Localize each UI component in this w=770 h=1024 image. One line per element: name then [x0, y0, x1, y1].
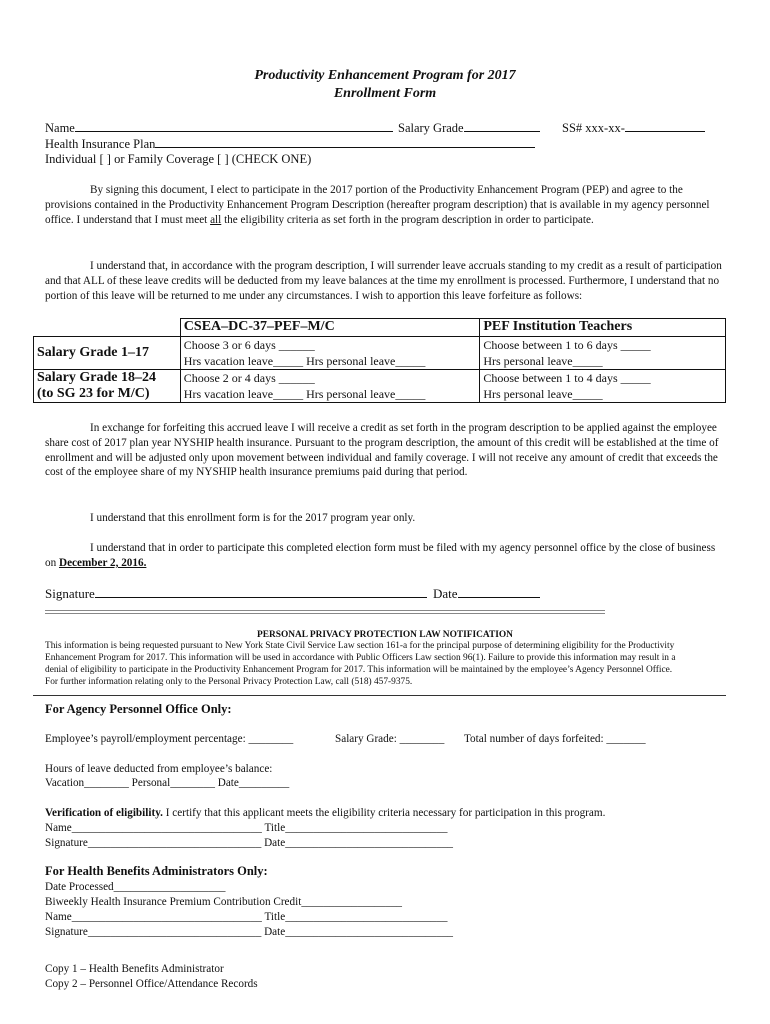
- privacy-line-2: Enhancement Program for 2017. This information will be used in accordance with Public Officers Law section 96(1). Failure to provide this information may result in a: [45, 653, 676, 663]
- double-divider: [45, 610, 605, 614]
- paragraph-surrender: I understand that, in accordance with the program description, I will surrender leave accruals standing to my credit as a result of participation and that ALL of these leave credits will be deducted from my leave balances at the time my enrollment is processed. Furthermore, I understand that no portion of this leave will be returned to me under any circumstances. I wish to apportion this leave forfeiture as follows:: [45, 260, 722, 302]
- name-label: Name: [45, 121, 75, 135]
- header-pef: PEF Institution Teachers: [480, 319, 726, 337]
- signature-label: Signature: [45, 586, 95, 601]
- form-title: Productivity Enhancement Program for 2017: [254, 68, 516, 83]
- cell-csea-grade-1-17[interactable]: Choose 3 or 6 days ______ Hrs vacation leave_____ Hrs personal leave_____: [180, 337, 480, 370]
- salary-grade-field[interactable]: [398, 120, 540, 136]
- agency-salary-grade-field[interactable]: Salary Grade: ________: [335, 733, 445, 745]
- paragraph-deadline: I understand that in order to participate this completed election form must be filed with my agency personnel office by the close of business on December 2, 2016.: [45, 542, 716, 569]
- signature-field[interactable]: [45, 586, 427, 602]
- hours-deducted-line[interactable]: Vacation________ Personal________ Date_________: [45, 777, 290, 789]
- form-subtitle: Enrollment Form: [333, 86, 437, 101]
- health-plan-label: Health Insurance Plan: [45, 137, 156, 151]
- premium-credit-field[interactable]: Biweekly Health Insurance Premium Contribution Credit__________________: [45, 896, 403, 908]
- hba-heading: For Health Benefits Administrators Only:: [45, 864, 268, 878]
- ss-field[interactable]: [562, 120, 705, 136]
- payroll-percentage-field[interactable]: Employee’s payroll/employment percentage: ________: [45, 733, 294, 745]
- paragraph-credit: In exchange for forfeiting this accrued leave I will receive a credit as set forth in the program description to be applied against the employee share cost of 2017 plan year NYSHIP health insurance. Pursuant to the program description, the amount of this credit will be established at the time of enrollment and will be adjusted only upon movement between individual and family coverage. I will not receive any amount of credit that exceeds the cost of the employee share of my NYSHIP health insurance premiums paid during that period.: [45, 422, 719, 479]
- row-salary-grade-1-17: Salary Grade 1–17: [34, 337, 181, 370]
- signature-date-label: Date: [433, 586, 458, 601]
- health-plan-field[interactable]: [45, 136, 535, 152]
- privacy-heading: PERSONAL PRIVACY PROTECTION LAW NOTIFICATION: [257, 630, 513, 640]
- hba-signature-date-line[interactable]: Signature_______________________________ Date______________________________: [45, 926, 454, 938]
- privacy-line-3: denial of eligibility to participate in the Productivity Enhancement Program for 2017. This information will be maintained by the employee’s Agency Personnel Office.: [45, 665, 673, 675]
- ss-label: SS# xxx-xx-: [562, 121, 625, 135]
- row-salary-grade-18-24: Salary Grade 18–24 (to SG 23 for M/C): [34, 370, 181, 403]
- name-field[interactable]: [45, 120, 393, 136]
- copy-2-note: Copy 2 – Personnel Office/Attendance Records: [45, 978, 258, 990]
- agency-name-title-line[interactable]: Name__________________________________ Title_____________________________: [45, 822, 448, 834]
- copy-1-note: Copy 1 – Health Benefits Administrator: [45, 963, 224, 975]
- signature-date-field[interactable]: [433, 586, 540, 602]
- agency-heading: For Agency Personnel Office Only:: [45, 702, 232, 716]
- cell-pef-grade-18-24[interactable]: Choose between 1 to 4 days _____ Hrs personal leave_____: [480, 370, 726, 403]
- coverage-choice[interactable]: Individual [ ] or Family Coverage [ ] (CHECK ONE): [45, 152, 312, 166]
- deadline-date: December 2, 2016.: [58, 556, 147, 569]
- cell-pef-grade-1-17[interactable]: Choose between 1 to 6 days _____ Hrs personal leave_____: [480, 337, 726, 370]
- agency-signature-date-line[interactable]: Signature_______________________________ Date______________________________: [45, 837, 454, 849]
- salary-grade-label: Salary Grade: [398, 121, 464, 135]
- hba-name-title-line[interactable]: Name__________________________________ Title_____________________________: [45, 911, 448, 923]
- date-processed-field[interactable]: Date Processed____________________: [45, 881, 226, 893]
- cell-csea-grade-18-24[interactable]: Choose 2 or 4 days ______ Hrs vacation leave_____ Hrs personal leave_____: [180, 370, 480, 403]
- verification-statement: Verification of eligibility. I certify that this applicant meets the eligibility criteria necessary for participation in this program.: [45, 807, 606, 819]
- paragraph-program-year: I understand that this enrollment form is for the 2017 program year only.: [90, 512, 416, 524]
- hours-deducted-heading: Hours of leave deducted from employee’s balance:: [45, 763, 273, 775]
- privacy-line-1: This information is being requested pursuant to New York State Civil Service Law section 161-a for the principal purpose of determining eligibility for the Productivity: [45, 641, 675, 651]
- leave-apportion-table: [33, 318, 726, 403]
- header-csea: CSEA–DC-37–PEF–M/C: [180, 319, 480, 337]
- section-divider: [33, 695, 726, 696]
- paragraph-consent: By signing this document, I elect to participate in the 2017 portion of the Productivity Enhancement Program (PEP) and agree to the provisions contained in the Productivity Enhancement Program Description (hereafter program description) that is available in my agency personnel office. I understand that I must meet all the eligibility criteria as set forth in the program description in order to participate.: [45, 184, 710, 226]
- privacy-line-4: For further information relating only to the Personal Privacy Protection Law, call (518) 457-9375.: [45, 677, 413, 687]
- days-forfeited-field[interactable]: Total number of days forfeited: _______: [464, 733, 646, 745]
